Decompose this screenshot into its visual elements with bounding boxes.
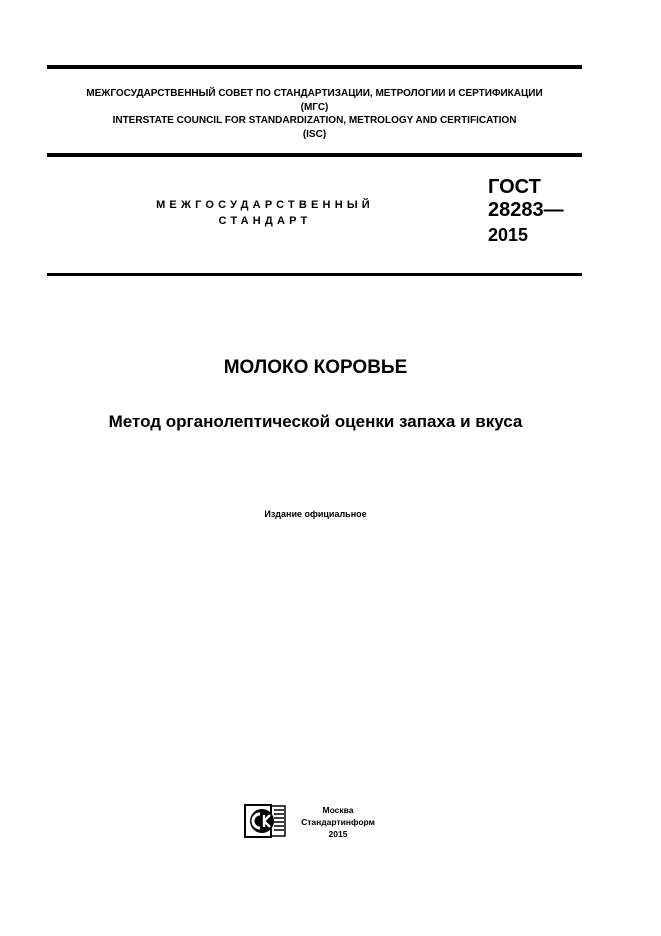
council-name-ru: МЕЖГОСУДАРСТВЕННЫЙ СОВЕТ ПО СТАНДАРТИЗАЦИИ, МЕТРОЛОГИИ И СЕРТИФИКАЦИИ (86, 88, 543, 99)
bottom-divider (47, 273, 582, 276)
council-abbr-ru: (МГС) (300, 102, 329, 113)
council-name-en: INTERSTATE COUNCIL FOR STANDARDIZATION, METROLOGY AND CERTIFICATION (112, 115, 517, 126)
publisher-year: 2015 (328, 829, 348, 839)
document-title: МОЛОКО КОРОВЬЕ (223, 357, 408, 378)
edition-label: Издание официальное (264, 509, 367, 519)
middle-divider (47, 153, 582, 157)
gost-year: 2015 (488, 225, 529, 245)
standard-type-line2: СТАНДАРТ (218, 215, 312, 227)
publisher-name: Стандартинформ (301, 817, 375, 827)
gost-number: 28283— (488, 199, 564, 221)
standard-type-line1: МЕЖГОСУДАРСТВЕННЫЙ (156, 199, 374, 211)
standartinform-logo-icon (244, 804, 286, 838)
top-divider (47, 65, 582, 69)
publisher-city: Москва (322, 805, 354, 815)
document-subtitle: Метод органолептической оценки запаха и вкуса (108, 412, 523, 431)
council-abbr-en: (ISC) (302, 129, 327, 140)
gost-prefix: ГОСТ (488, 176, 541, 198)
